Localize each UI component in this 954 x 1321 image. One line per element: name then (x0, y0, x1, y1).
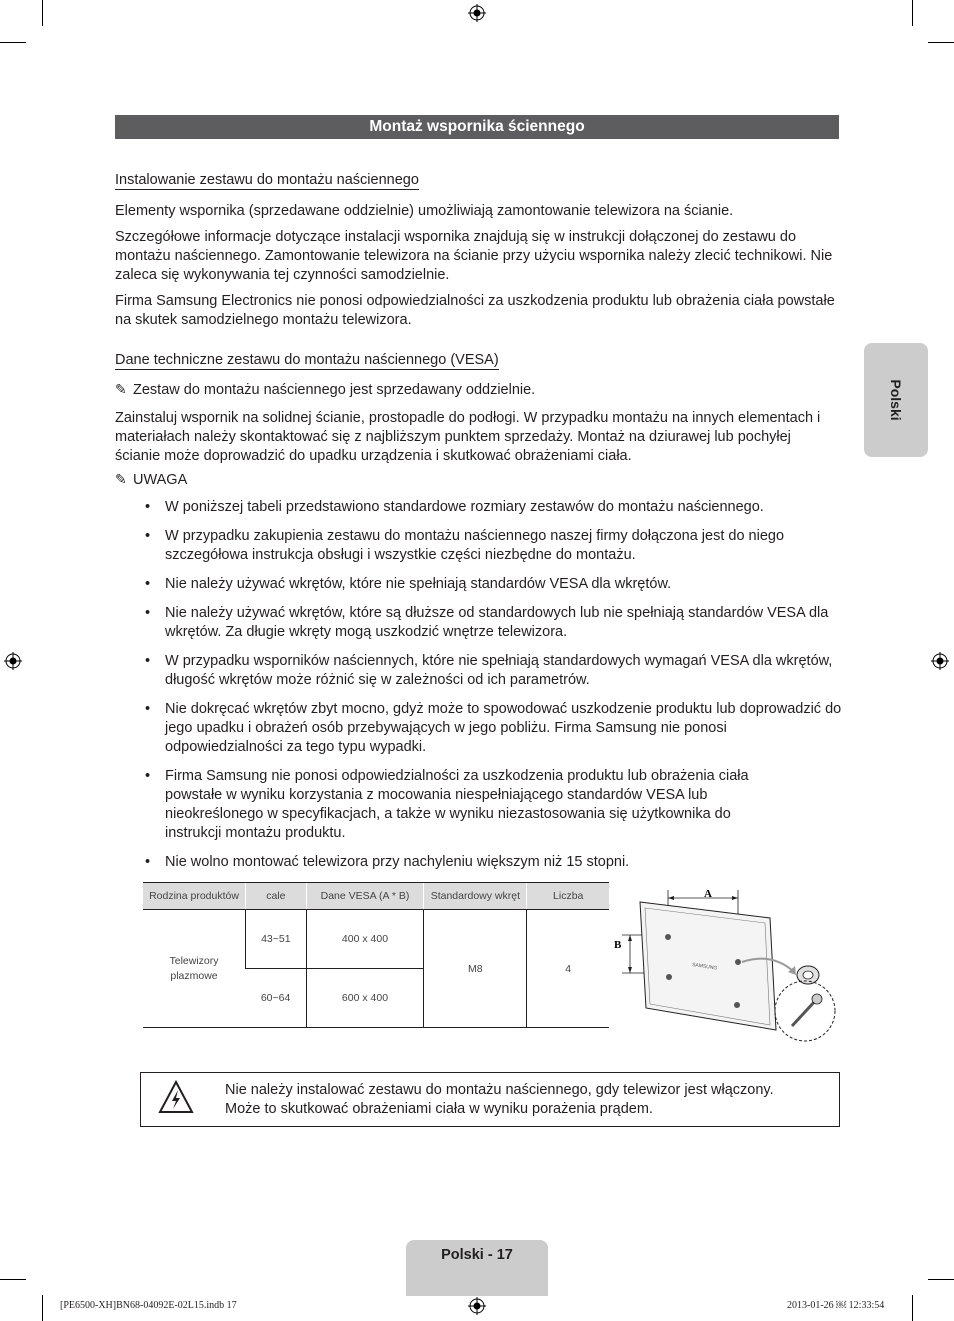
table-cell-inch: 60~64 (246, 969, 307, 1028)
install-heading: Instalowanie zestawu do montażu naściennego (115, 172, 419, 188)
language-side-tab (864, 343, 928, 457)
language-side-tab-label: Polski (888, 379, 904, 421)
vesa-note-1-text: Zestaw do montażu naściennego jest sprzedawany oddzielnie. (133, 382, 536, 398)
install-paragraph-2: Szczegółowe informacje dotyczące instalacji wspornika znajdują się w instrukcji dołączonej do zestawu do montażu naściennego. Zamontowanie telewizora na ścianie przy użyciu wspornika należy zlecić technikowi. Nie zaleca się wykonywania tej czynności samodzielnie. (115, 229, 833, 283)
tv-mount-diagram (612, 880, 842, 1045)
page-number: Polski - 17 (441, 1247, 513, 1263)
list-item-text: W poniższej tabeli przedstawiono standardowe rozmiary zestawów do montażu naściennego. (165, 499, 764, 515)
pencil-note-icon: ✎ (115, 471, 127, 487)
table-header-row (143, 883, 609, 910)
warning-line-1: Nie należy instalować zestawu do montażu naściennego, gdy telewizor jest włączony. (225, 1082, 774, 1098)
crop-mark (928, 1279, 954, 1280)
list-item-text: Nie wolno montować telewizora przy nachyleniu większym niż 15 stopni. (165, 854, 630, 870)
vesa-note-2-text: UWAGA (133, 472, 188, 488)
warning-line-2: Może to skutkować obrażeniami ciała w wyniku porażenia prądem. (225, 1101, 653, 1117)
registration-mark-icon (468, 1297, 486, 1315)
list-item: • W poniższej tabeli przedstawiono standardowe rozmiary zestawów do montażu naściennego. (145, 499, 764, 515)
table-header-cell: Standardowy wkręt (424, 883, 527, 910)
crop-mark (42, 1295, 43, 1321)
list-item-text: Nie należy używać wkrętów, które są dłuższe od standardowych lub nie spełniają standardów VESA dla wkrętów. Za długie wkręty mogą uszkodzić wnętrze telewizora. (165, 605, 829, 640)
footer-file-info: [PE6500-XH]BN68-04092E-02L15.indb 17 (60, 1300, 237, 1311)
table-header-cell: cale (246, 883, 307, 910)
vesa-note-1 (115, 380, 839, 400)
table-cell-family (143, 910, 246, 1028)
pencil-note-icon: ✎ (115, 381, 127, 397)
list-item: • Firma Samsung nie ponosi odpowiedzialności za uszkodzenia produktu lub obrażenia ciała powstałe w wyniku korzystania z mocowania niespełniającego standardów VESA lub nieokreślonego w specyfikacjach, a także w wyniku niezastosowania się użytkownika do instrukcji montażu produktu. (145, 768, 749, 841)
electric-shock-warning-icon (158, 1080, 194, 1116)
list-item-text: W przypadku wsporników naściennych, które nie spełniają standardowych wymagań VESA dla wkrętów, długość wkrętów może różnić się w zależności od ich parametrów. (165, 653, 833, 688)
table-header-cell: Rodzina produktów (143, 883, 246, 910)
list-item-text: Nie należy używać wkrętów, które nie spełniają standardów VESA dla wkrętów. (165, 576, 672, 592)
table-cell-count: 4 (527, 910, 609, 1028)
registration-mark-icon (4, 652, 22, 670)
install-heading-wrap (115, 171, 419, 189)
crop-mark (912, 1295, 913, 1321)
section-title: Montaż wspornika ściennego (115, 115, 839, 139)
crop-mark (42, 0, 43, 26)
crop-mark (928, 42, 954, 43)
install-paragraph-1: Elementy wspornika (sprzedawane oddzielnie) umożliwiają zamontowanie telewizora na ścianie. (115, 203, 734, 219)
vesa-note-2 (115, 470, 839, 490)
table-cell-screw: M8 (424, 910, 527, 1028)
registration-mark-icon (931, 652, 949, 670)
warning-text (225, 1081, 825, 1119)
caution-list (145, 498, 845, 882)
vesa-table (143, 882, 609, 1028)
brand-logo: SAMSUNG (691, 962, 718, 972)
family-text: Telewizory plazmowe (169, 954, 219, 982)
crop-mark (0, 1279, 26, 1280)
registration-mark-icon (468, 4, 486, 22)
list-item: • Nie należy używać wkrętów, które nie spełniają standardów VESA dla wkrętów. (145, 576, 672, 592)
list-item-text: W przypadku zakupienia zestawu do montażu naściennego naszej firmy dołączona jest do niego szczegółowa instrukcja obsługi i wszystkie części niezbędne do montażu. (165, 528, 785, 563)
list-item: • Nie należy używać wkrętów, które są dłuższe od standardowych lub nie spełniają standardów VESA dla wkrętów. Za długie wkręty mogą uszkodzić wnętrze telewizora. (145, 605, 829, 640)
table-cell-vesa: 400 x 400 (306, 910, 424, 969)
dimension-label-b: B (614, 939, 622, 951)
vesa-heading-wrap (115, 351, 499, 369)
table-header-cell: Dane VESA (A * B) (306, 883, 424, 910)
list-item-text: Firma Samsung nie ponosi odpowiedzialności za uszkodzenia produktu lub obrażenia ciała powstałe w wyniku korzystania z mocowania niespełniającego standardów VESA lub nieokreślonego w specyfikacjach, a także w wyniku niezastosowania się użytkownika do instrukcji montażu produktu. (165, 768, 749, 841)
dimension-label-a: A (704, 888, 712, 900)
list-item: • W przypadku zakupienia zestawu do montażu naściennego naszej firmy dołączona jest do niego szczegółowa instrukcja obsługi i wszystkie części niezbędne do montażu. (145, 528, 785, 563)
vesa-heading: Dane techniczne zestawu do montażu naściennego (VESA) (115, 352, 499, 368)
list-item: • W przypadku wsporników naściennych, które nie spełniają standardowych wymagań VESA dla wkrętów, długość wkrętów może różnić się w zależności od ich parametrów. (145, 653, 833, 688)
table-cell-vesa: 600 x 400 (306, 969, 424, 1028)
table-cell-inch: 43~51 (246, 910, 307, 969)
footer-timestamp: 2013-01-26 ￼ 12:33:54 (787, 1300, 885, 1311)
install-paragraph-3: Firma Samsung Electronics nie ponosi odpowiedzialności za uszkodzenia produktu lub obrażenia ciała powstałe na skutek samodzielnego montażu telewizora. (115, 293, 835, 328)
list-item: • Nie dokręcać wkrętów zbyt mocno, gdyż może to spowodować uszkodzenie produktu lub doprowadzić do jego upadku i obrażeń osób przebywających w jego pobliżu. Firma Samsung nie ponosi odpowiedzialności za tego typu wypadki. (145, 701, 842, 755)
table-row (143, 910, 609, 969)
table-header-cell: Liczba (527, 883, 609, 910)
list-item: • Nie wolno montować telewizora przy nachyleniu większym niż 15 stopni. (145, 854, 630, 870)
crop-mark (912, 0, 913, 26)
list-item-text: Nie dokręcać wkrętów zbyt mocno, gdyż może to spowodować uszkodzenie produktu lub doprowadzić do jego upadku i obrażeń osób przebywających w jego pobliżu. Firma Samsung nie ponosi odpowiedzialności za tego typu wypadki. (165, 701, 842, 755)
crop-mark (0, 42, 26, 43)
vesa-paragraph: Zainstaluj wspornik na solidnej ścianie, prostopadle do podłogi. W przypadku montażu na innych elementach i materiałach należy skontaktować się z najbliższym punktem sprzedaży. Montaż na dziurawej lub pochyłej ścianie może doprowadzić do upadku urządzenia i skutkować obrażeniami ciała. (115, 410, 821, 464)
